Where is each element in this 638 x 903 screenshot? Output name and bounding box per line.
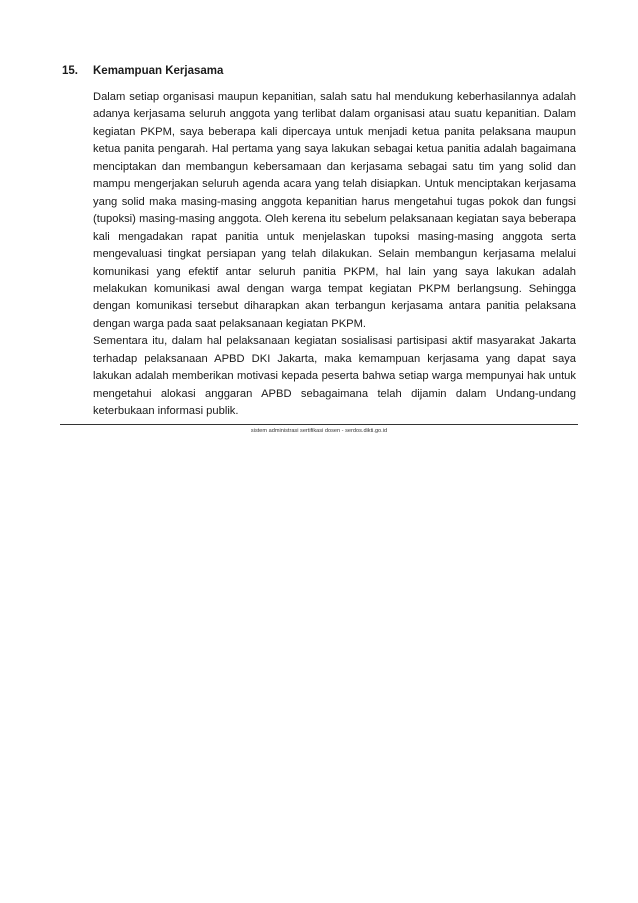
section-heading [62, 63, 223, 79]
body-paragraph-1: Dalam setiap organisasi maupun kepanitian, salah satu hal mendukung keberhasilannya adalah adanya kerjasama seluruh anggota yang terlibat dalam organisasi atau suatu kepanitian. Dalam kegiatan PKPM, saya beberapa kali dipercaya untuk menjadi ketua panita pelaksana maupun ketua panita pengarah. Hal pertama yang saya lakukan sebagai ketua panitia adalah bagaimana menciptakan dan membangun kebersamaan dan kerjasama sebagai satu tim yang solid dan mampu mengerjakan seluruh agenda acara yang telah disiapkan. Untuk menciptakan kerjasama yang solid maka masing-masing anggota kepanitian harus mengetahui tugas pokok dan fungsi (tupoksi) masing-masing anggota. Oleh kerena itu sebelum pelaksanaan kegiatan saya beberapa kali mengadakan rapat panitia untuk menjelaskan tupoksi masing-masing anggota serta mengevaluasi tingkat persiapan yang telah dilakukan. Selain membangun kerjasama melalui komunikasi yang efektif antar seluruh panitia PKPM, hal lain yang saya lakukan adalah melakukan komunikasi awal dengan warga tempat kegiatan PKPM berlangsung. Sehingga dengan komunikasi tersebut diharapkan akan terbangun kerjasama antara panitia pelaksana dengan warga pada saat pelaksanaan kegiatan PKPM. [93, 91, 576, 330]
section-body [93, 89, 576, 421]
footer-text: sistem administrasi sertifikasi dosen - serdos.dikti.go.id [250, 428, 388, 434]
section-number: 15. [62, 65, 78, 77]
section-title: Kemampuan Kerjasama [93, 65, 224, 77]
footer-divider [60, 424, 578, 425]
body-paragraph-2: Sementara itu, dalam hal pelaksanaan kegiatan sosialisasi partisipasi aktif masyarakat Jakarta terhadap pelaksanaan APBD DKI Jakarta, maka kemampuan kerjasama yang dapat saya lakukan adalah memberikan motivasi kepada peserta bahwa setiap warga mempunyai hak untuk mengetahui alokasi anggaran APBD sebagaimana telah dijamin dalam Undang-undang keterbukaan informasi publik. [93, 335, 576, 418]
